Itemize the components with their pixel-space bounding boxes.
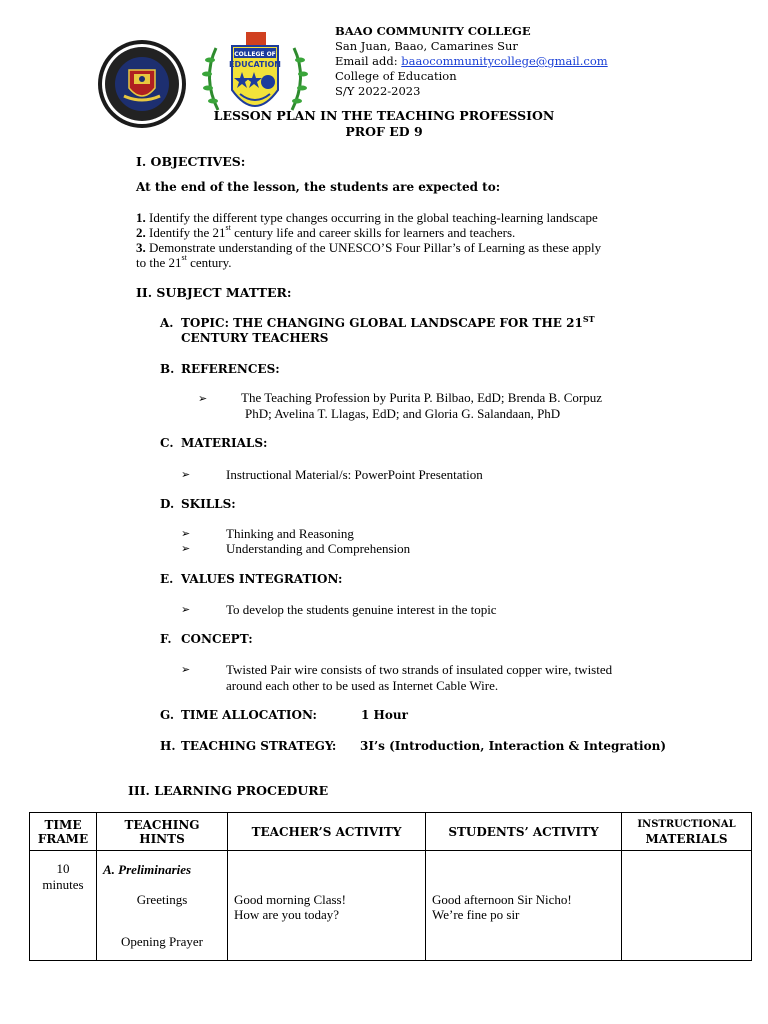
- time-label: G.: [160, 708, 174, 722]
- bullet-arrow-icon: ➢: [181, 663, 191, 676]
- lesson-plan-subtitle: PROF ED 9: [345, 124, 423, 139]
- teaching-hints-cell: [97, 851, 228, 961]
- objective-3-continued: to the 21st century.: [136, 253, 232, 270]
- lesson-plan-title: LESSON PLAN IN THE TEACHING PROFESSION: [213, 108, 555, 123]
- values-label: E.: [160, 572, 174, 586]
- college-header: [335, 24, 608, 99]
- col-teacher-activity: TEACHER’S ACTIVITY: [228, 813, 426, 851]
- college-department: College of Education: [335, 69, 457, 83]
- values-heading: VALUES INTEGRATION:: [181, 572, 343, 586]
- teacher-activity-cell: [228, 851, 426, 961]
- time-heading: TIME ALLOCATION:: [181, 708, 317, 722]
- col-time-frame: TIME FRAME: [30, 813, 97, 851]
- concept-line-2: around each other to be used as Internet Cable Wire.: [226, 678, 499, 693]
- concept-heading: CONCEPT:: [181, 632, 253, 646]
- bullet-arrow-icon: ➢: [181, 527, 191, 540]
- students-response: We’re fine po sir: [432, 907, 520, 922]
- materials-item: Instructional Material/s: PowerPoint Presentation: [226, 467, 483, 482]
- materials-heading: MATERIALS:: [181, 436, 268, 450]
- references-label: B.: [160, 362, 175, 376]
- topic-line-1: TOPIC: THE CHANGING GLOBAL LANDSCAPE FOR THE 21ST: [181, 314, 595, 330]
- email-link[interactable]: baaocommunitycollege@gmail.com: [401, 54, 608, 68]
- bullet-arrow-icon: ➢: [181, 468, 191, 481]
- topic-line-2: CENTURY TEACHERS: [181, 331, 329, 345]
- bullet-arrow-icon: ➢: [181, 603, 191, 616]
- learning-procedure-table: [29, 812, 752, 961]
- school-year: S/Y 2022-2023: [335, 84, 421, 98]
- students-activity-cell: [426, 851, 622, 961]
- concept-line-1: Twisted Pair wire consists of two strands of insulated copper wire, twisted: [226, 662, 613, 677]
- teacher-question: How are you today?: [234, 907, 340, 922]
- objective-1: 1. Identify the different type changes occurring in the global teaching-learning landscape: [136, 210, 598, 225]
- time-frame-cell: 10 minutes: [30, 851, 97, 961]
- college-name: BAAO COMMUNITY COLLEGE: [335, 24, 531, 38]
- concept-label: F.: [160, 632, 172, 646]
- strategy-value: 3I’s (Introduction, Interaction & Integration): [360, 739, 667, 753]
- col-teaching-hints: TEACHING HINTS: [97, 813, 228, 851]
- objective-3: 3. Demonstrate understanding of the UNESCO’S Four Pillar’s of Learning as these apply: [136, 240, 602, 255]
- values-item: To develop the students genuine interest in the topic: [226, 602, 497, 617]
- skill-item-2: Understanding and Comprehension: [226, 541, 411, 556]
- college-address: San Juan, Baao, Camarines Sur: [335, 39, 518, 53]
- bullet-arrow-icon: ➢: [181, 542, 191, 555]
- objectives-intro: At the end of the lesson, the students are expected to:: [136, 180, 501, 194]
- skill-item-1: Thinking and Reasoning: [226, 526, 354, 541]
- strategy-label: H.: [160, 739, 176, 753]
- subject-matter-heading: II. SUBJECT MATTER:: [136, 285, 292, 300]
- time-value: 1 Hour: [361, 708, 408, 722]
- svg-text:EDUCATION: EDUCATION: [229, 60, 281, 69]
- preliminaries-label: A. Preliminaries: [103, 862, 192, 877]
- references-heading: REFERENCES:: [181, 362, 280, 376]
- col-students-activity: STUDENTS’ ACTIVITY: [426, 813, 622, 851]
- materials-label: C.: [160, 436, 174, 450]
- strategy-heading: TEACHING STRATEGY:: [181, 739, 337, 753]
- email-label: Email add:: [335, 54, 398, 68]
- topic-label: A.: [160, 316, 174, 330]
- students-greeting: Good afternoon Sir Nicho!: [432, 892, 572, 907]
- table-row: [30, 851, 752, 961]
- reference-line-1: The Teaching Profession by Purita P. Bilbao, EdD; Brenda B. Corpuz: [241, 390, 602, 405]
- opening-prayer-hint: Opening Prayer: [121, 934, 203, 949]
- svg-text:COLLEGE OF: COLLEGE OF: [234, 51, 276, 58]
- teacher-greeting: Good morning Class!: [234, 892, 346, 907]
- greetings-hint: Greetings: [136, 892, 188, 907]
- learning-procedure-heading: III. LEARNING PROCEDURE: [128, 783, 329, 798]
- objectives-heading: I. OBJECTIVES:: [136, 154, 246, 169]
- skills-label: D.: [160, 497, 175, 511]
- skills-heading: SKILLS:: [181, 497, 236, 511]
- instructional-materials-cell: [622, 851, 752, 961]
- college-email: [335, 54, 608, 69]
- bullet-arrow-icon: ➢: [198, 392, 208, 405]
- table-header-row: [30, 813, 752, 851]
- col-instructional-materials: INSTRUCTIONAL MATERIALS: [622, 813, 752, 851]
- reference-line-2: PhD; Avelina T. Llagas, EdD; and Gloria G. Salandaan, PhD: [245, 406, 561, 421]
- objective-2: 2. Identify the 21st century life and career skills for learners and teachers.: [136, 223, 516, 240]
